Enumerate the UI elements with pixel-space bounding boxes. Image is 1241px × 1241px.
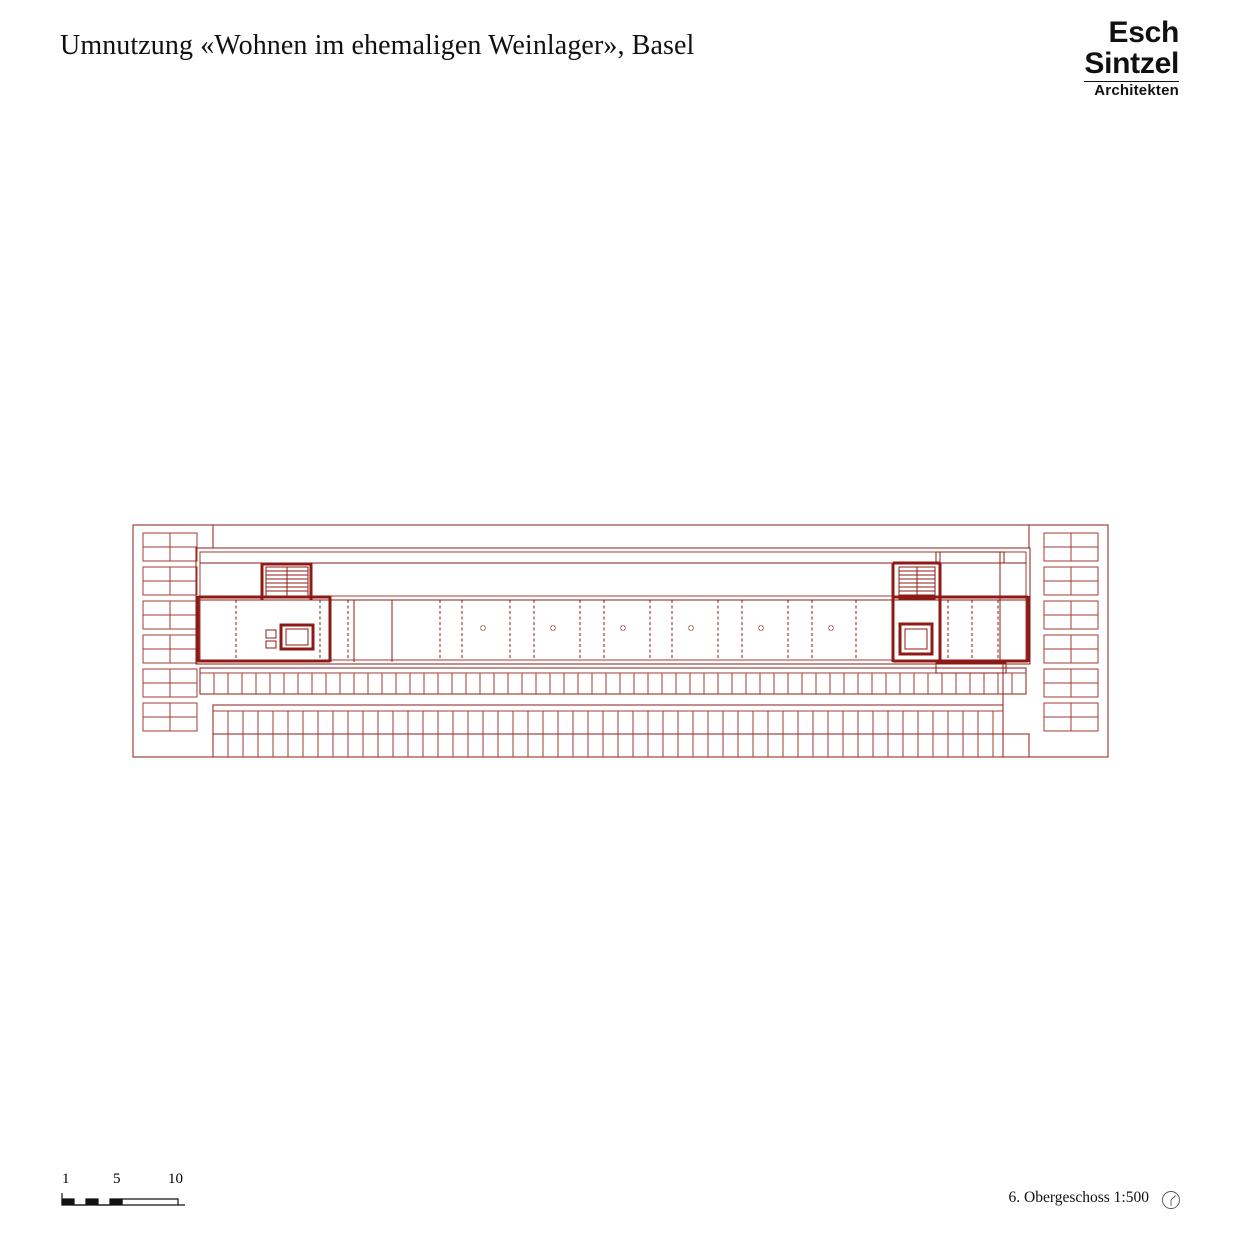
logo-line-3: Architekten xyxy=(1084,81,1179,98)
north-arrow-icon xyxy=(1161,1190,1181,1210)
logo-line-1: Esch xyxy=(1108,16,1179,49)
scale-bar-graphic xyxy=(60,1189,185,1209)
scale-label-5: 5 xyxy=(113,1171,121,1187)
scale-label-10: 10 xyxy=(168,1171,183,1187)
scale-bar xyxy=(60,1171,185,1211)
page-title: Umnutzung «Wohnen im ehemaligen Weinlager», Basel xyxy=(60,30,695,61)
scale-label-1: 1 xyxy=(62,1171,70,1187)
drawing-caption: 6. Obergeschoss 1:500 xyxy=(1008,1189,1149,1206)
logo-line-2: Sintzel xyxy=(1084,47,1179,80)
